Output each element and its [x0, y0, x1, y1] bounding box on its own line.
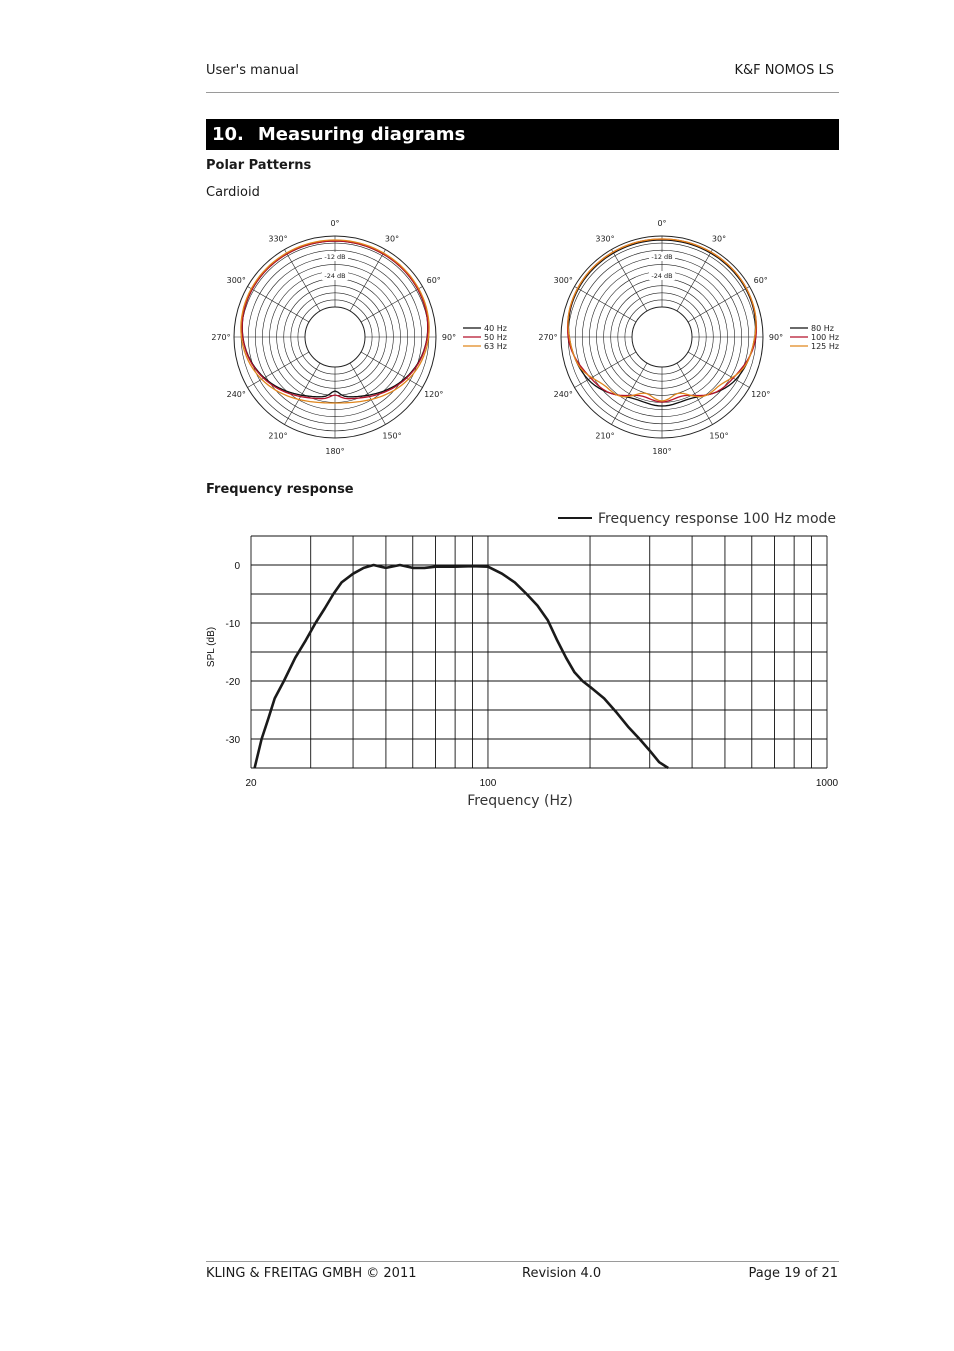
frequency-response-heading: Frequency response — [206, 482, 354, 497]
polar-grid-ring — [632, 307, 692, 367]
x-axis-label: Frequency (Hz) — [467, 793, 573, 809]
polar-angle-label: 240° — [226, 390, 246, 399]
polar-grid-ring — [625, 300, 699, 374]
polar-angle-label: 210° — [268, 431, 288, 441]
polar-angle-label: 120° — [424, 390, 444, 399]
polar-angle-label: 30° — [384, 234, 400, 244]
y-tick-label: 0 — [234, 561, 240, 572]
polar-ring-label: -24 dB — [651, 272, 673, 280]
header-divider — [206, 92, 839, 93]
legend-label: 80 Hz — [811, 324, 834, 333]
frequency-response-curve — [255, 565, 669, 768]
y-tick-label: -10 — [225, 619, 240, 630]
legend-label: 40 Hz — [484, 324, 507, 333]
section-title: Measuring diagrams — [257, 124, 466, 145]
x-tick-label: 1000 — [815, 778, 839, 789]
polar-angle-label: 300° — [553, 276, 573, 285]
cardioid-subheading: Cardioid — [206, 185, 260, 200]
polar-angle-label: 150° — [709, 431, 729, 441]
y-tick-label: -30 — [225, 735, 240, 746]
legend-label: 100 Hz — [811, 333, 840, 342]
footer-revision: Revision 4.0 — [522, 1266, 602, 1281]
polar-angle-label: 210° — [595, 431, 615, 441]
polar-angle-label: 120° — [751, 390, 771, 399]
polar-angle-label: 330° — [595, 234, 615, 244]
legend-label: Frequency response 100 Hz mode — [598, 511, 837, 527]
section-number: 10. — [212, 124, 244, 145]
footer-divider — [206, 1261, 839, 1262]
section-heading — [206, 119, 839, 150]
polar-ring-label: -24 dB — [324, 272, 346, 280]
polar-angle-label: 60° — [753, 276, 768, 285]
polar-grid-ring — [305, 307, 365, 367]
polar-plot-low — [200, 205, 520, 470]
legend-label: 63 Hz — [484, 342, 507, 351]
polar-angle-label: 0° — [330, 219, 340, 228]
polar-angle-label: 270° — [211, 333, 231, 342]
polar-angle-label: 300° — [226, 276, 246, 285]
polar-angle-label: 90° — [441, 333, 457, 342]
polar-angle-label: 150° — [382, 431, 402, 441]
polar-angle-label: 60° — [426, 276, 441, 285]
polar-angle-label: 270° — [538, 333, 558, 342]
header-right: K&F NOMOS LS — [734, 63, 834, 78]
polar-ring-label: -12 dB — [324, 253, 346, 261]
y-axis-label: SPL (dB) — [206, 626, 217, 668]
polar-angle-label: 180° — [325, 447, 345, 456]
polar-angle-label: 330° — [268, 234, 288, 244]
polar-grid-ring — [298, 300, 372, 374]
x-tick-label: 100 — [479, 778, 497, 789]
polar-plot-high — [527, 205, 847, 470]
x-tick-label: 20 — [245, 778, 257, 789]
footer-company: KLING & FREITAG GMBH © 2011 — [206, 1266, 417, 1281]
polar-patterns-heading: Polar Patterns — [206, 158, 312, 173]
frequency-response-chart — [200, 500, 850, 820]
legend-label: 125 Hz — [811, 342, 840, 351]
polar-ring-label: -12 dB — [651, 253, 673, 261]
y-tick-label: -20 — [225, 677, 240, 688]
footer-page-number: Page 19 of 21 — [748, 1266, 838, 1281]
polar-angle-label: 240° — [553, 390, 573, 399]
polar-angle-label: 0° — [657, 219, 667, 228]
polar-angle-label: 90° — [768, 333, 784, 342]
legend-label: 50 Hz — [484, 333, 507, 342]
header-left: User's manual — [206, 63, 299, 78]
polar-angle-label: 30° — [711, 234, 727, 244]
polar-angle-label: 180° — [652, 447, 672, 456]
